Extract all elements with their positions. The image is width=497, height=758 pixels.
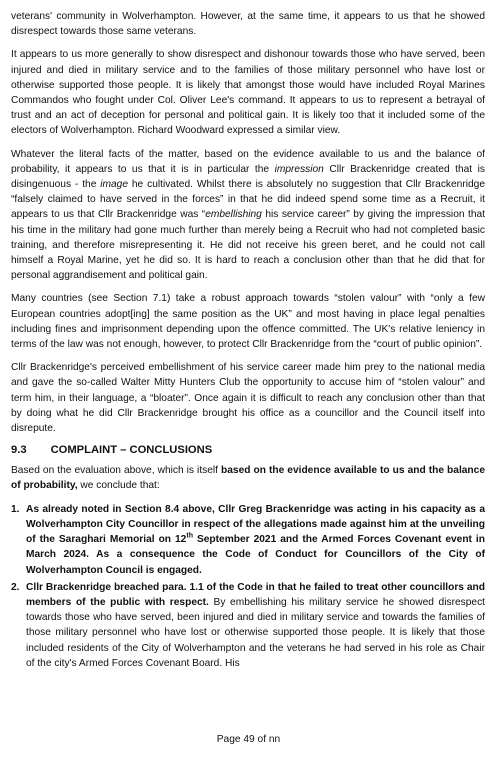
list-item [11,580,485,671]
section-heading [11,444,485,456]
emphasis: impression [274,163,324,175]
bold-run: As already noted in Section 8.4 above, Cllr Greg Brackenridge was acting in his capacity as a Wolverhampton City Councillor in respect of the allegations made against him at the unveiling of the Saraghari Memorial on 12th September 2021 and the Armed Forces Covenant event in March 2024. As a consequence the Code of Conduct for Councillors of the City of Wolverhampton Council is engaged. [26,503,485,576]
item-number: 1. [11,503,20,515]
superscript: th [186,532,193,540]
text-run: Cllr Brackenridge created that is disingenuous - the [11,163,485,191]
text-run: Based on the evaluation above, which is itself [11,465,222,477]
text-run: he cultivated. Whilst there is absolutely no suggestion that Cllr Brackenridge “falsely claimed to have served in the forces” in that he did indeed spend some time as a Recruit, it appears to us that Cllr Brackenridge was “ [11,179,485,221]
section-title: COMPLAINT – CONCLUSIONS [50,444,213,457]
paragraph: veterans' community in Wolverhampton. However, at the same time, it appears to us that he showed disrespect towards those same veterans. [11,11,485,38]
item-number: 2. [11,581,20,593]
intro-paragraph [11,463,485,493]
text-run: we conclude that: [77,480,160,492]
emphasis: image [100,179,128,191]
paragraph: Cllr Brackenridge's perceived embellishment of his service career made him prey to the national media and gave the so-called Walter Mitty Hunters Club the opportunity to accuse him of “stolen valour” and term him, in their language, a “bloater”. Once again it is difficult to reach any conclusion other than that by doing what he did Cllr Brackenridge brought his office as a councillor and the Council itself into disrepute. [11,362,485,435]
page-footer: Page 49 of nn [216,734,281,745]
conclusions-list [11,502,485,671]
paragraph: Many countries (see Section 7.1) take a robust approach towards “stolen valour” with “only a few European countries adopt[ing] the same position as the UK” and most having in place legal penalties including fines and imprisonment depending upon the offence committed. The UK's relative leniency in terms of the law was not enough, however, to protect Cllr Brackenridge from the “court of public opinion”. [11,293,485,351]
paragraph: It appears to us more generally to show disrespect and dishonour towards those who have served, been injured and died in military service and to the families of those military personnel who have lost or otherwise supported those people. It is likely that amongst those would have included Royal Marines Commandos who fought under Col. Oliver Lee's command. It appears to us to represent a betrayal of trust and an act of deception for personal and political gain. It is likely too that it included some of the electors of Wolverhampton. Richard Woodward expressed a similar view. [11,49,485,137]
list-item [11,502,485,578]
text-run: his service career” by giving the impression that his time in the military had gone much further than merely being a Recruit who had not completed basic training, and therefore misrepresenting it. He did not receive his green beret, and he could not call himself a Royal Marine, yet he did so. It is hard to reach a conclusion other than that he did that for personal aggrandisement and political gain. [11,209,485,282]
bold-run: Cllr Brackenridge breached para. 1.1 of the Code in that he failed to treat other councillors and members of the public with respect. [26,581,485,608]
emphasis: embellishing [205,209,262,221]
text-run: Whatever the literal facts of the matter, based on the evidence available to us and the balance of probability, it appears to us that it is in particular the [11,148,485,175]
text-run: By embellishing his military service he showed disrespect towards those who have served, been injured and died in military service and towards the families of those military personnel who have lost or otherwise supported those people. It is likely that those included residents of the City of Wolverhampton and the veterans he had served in his role as Chair of the city's Armed Forces Covenant Board. His [26,596,485,669]
paragraph [11,147,485,284]
section-number: 9.3 [11,444,27,457]
bold-run: based on the evidence available to us and the balance of probability, [11,465,485,492]
